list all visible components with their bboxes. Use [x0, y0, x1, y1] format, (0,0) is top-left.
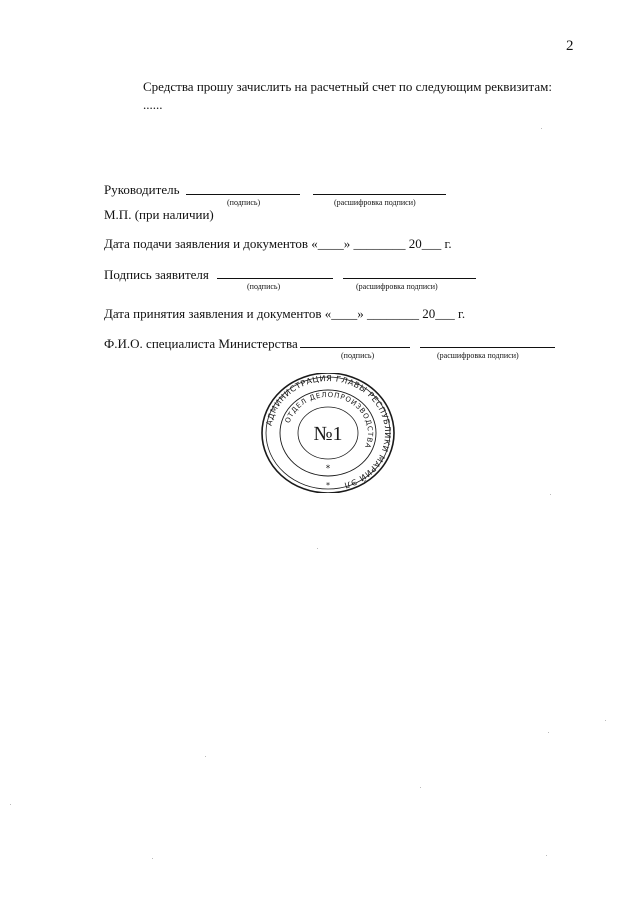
- scan-speck: [317, 548, 318, 549]
- applicant-signature-caption: (подпись): [247, 282, 281, 291]
- acceptance-month-blank: ________: [367, 306, 420, 321]
- seal-note: М.П. (при наличии): [104, 207, 214, 222]
- submission-close-quote: »: [343, 236, 351, 251]
- acceptance-day-blank: ____: [331, 306, 358, 321]
- acceptance-date-row: [104, 306, 465, 322]
- stamp-star-bottom-icon: *: [326, 481, 330, 490]
- head-label: Руководитель: [104, 182, 180, 197]
- acceptance-date-label: Дата принятия заявления и документов «: [104, 306, 332, 321]
- scan-speck: [420, 787, 421, 788]
- submission-year-suffix: г.: [444, 236, 452, 251]
- submission-date-row: [104, 236, 452, 252]
- stamp-inner-text: ОТДЕЛ ДЕЛОПРОИЗВОДСТВА: [283, 390, 375, 450]
- specialist-decode-line: [420, 347, 555, 348]
- specialist-decode-caption: (расшифровка подписи): [437, 351, 519, 360]
- acceptance-year-prefix: 20: [422, 306, 436, 321]
- bank-details-ellipsis: ......: [143, 97, 163, 112]
- applicant-label: Подпись заявителя: [104, 267, 209, 282]
- submission-day-blank: ____: [317, 236, 344, 251]
- submission-year-blank: ___: [421, 236, 442, 251]
- scan-speck: [541, 128, 542, 129]
- official-stamp: [258, 373, 398, 493]
- scan-speck: [10, 804, 11, 805]
- head-signature-line: [186, 194, 300, 195]
- scan-speck: [546, 855, 547, 856]
- scan-speck: [152, 858, 153, 859]
- specialist-signature-line: [300, 347, 410, 348]
- applicant-decode-caption: (расшифровка подписи): [356, 282, 438, 291]
- specialist-signature-caption: (подпись): [341, 351, 375, 360]
- applicant-signature-line: [217, 278, 333, 279]
- acceptance-close-quote: »: [357, 306, 364, 321]
- acceptance-year-blank: ___: [435, 306, 455, 321]
- stamp-outer-text: АДМИНИСТРАЦИЯ ГЛАВЫ РЕСПУБЛИКИ МАРИЙ ЭЛ: [264, 373, 393, 490]
- scan-speck: [605, 720, 606, 721]
- bank-details-text: Средства прошу зачислить на расчетный счет по следующим реквизитам:: [143, 79, 552, 94]
- stamp-star-icon: *: [325, 464, 331, 474]
- acceptance-year-suffix: г.: [458, 306, 466, 321]
- submission-month-blank: ________: [353, 236, 406, 251]
- specialist-label: Ф.И.О. специалиста Министерства: [104, 336, 298, 351]
- scan-speck: [548, 732, 549, 733]
- page-number: 2: [566, 38, 574, 54]
- scan-speck: [550, 494, 551, 495]
- stamp-number: №1: [313, 423, 343, 445]
- head-decode-line: [313, 194, 446, 195]
- submission-date-label: Дата подачи заявления и документов «: [104, 236, 318, 251]
- applicant-decode-line: [343, 278, 476, 279]
- bank-details-request: [143, 78, 552, 114]
- head-decode-caption: (расшифровка подписи): [334, 198, 416, 207]
- submission-year-prefix: 20: [408, 236, 422, 251]
- head-signature-caption: (подпись): [227, 198, 261, 207]
- scan-speck: [205, 756, 206, 757]
